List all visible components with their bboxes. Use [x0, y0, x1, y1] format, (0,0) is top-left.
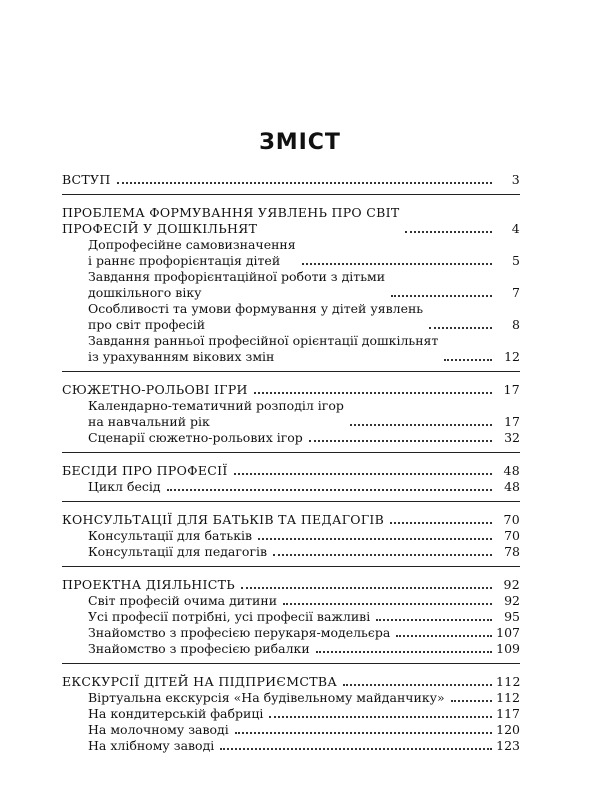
- item-title: Сценарії сюжетно-рольових ігор: [88, 430, 303, 445]
- leader-dots: [117, 182, 492, 184]
- page-number: 107: [496, 625, 520, 640]
- page-number: 109: [496, 641, 520, 656]
- item-title: Допрофесійне самовизначення і раннє профорієнтація дітей: [88, 237, 296, 268]
- page-number: 123: [496, 738, 520, 753]
- item-title: На хлібному заводі: [88, 738, 215, 753]
- toc-section-row[interactable]: [62, 674, 520, 690]
- item-title: На кондитерській фабриці: [88, 706, 264, 721]
- toc-item[interactable]: [62, 690, 520, 706]
- item-title: Консультації для батьків: [88, 528, 253, 543]
- item-title: Цикл бесід: [88, 479, 161, 494]
- page-number: 112: [496, 674, 521, 689]
- page-number: 7: [512, 285, 520, 300]
- leader-dots: [220, 748, 492, 750]
- page-number: 120: [496, 722, 520, 737]
- toc-section-row[interactable]: [62, 205, 520, 237]
- leader-dots: [302, 263, 492, 265]
- item-title: Усі професії потрібні, усі професії важливі: [88, 609, 371, 624]
- toc-section-row[interactable]: [62, 463, 520, 479]
- page-number: 17: [504, 414, 520, 429]
- item-title: Світ професій очима дитини: [88, 593, 278, 608]
- section-title: БЕСІДИ ПРО ПРОФЕСІЇ: [62, 463, 228, 478]
- section-title: СЮЖЕТНО-РОЛЬОВІ ІГРИ: [62, 382, 248, 397]
- page-number: 48: [503, 463, 520, 478]
- toc-item[interactable]: [62, 528, 520, 544]
- page-number: 112: [496, 690, 520, 705]
- item-title: Знайомство з професією перукаря-модельєра: [88, 625, 391, 640]
- toc-item[interactable]: [62, 593, 520, 609]
- toc-item[interactable]: [62, 430, 520, 446]
- page-number: 17: [503, 382, 520, 397]
- leader-dots: [451, 700, 492, 702]
- toc-section: [62, 577, 520, 664]
- item-title: Завдання ранньої професійної орієнтації дошкільнят із урахуванням вікових змін: [88, 333, 439, 364]
- page-number: 4: [511, 221, 520, 236]
- leader-dots: [390, 522, 492, 524]
- leader-dots: [269, 716, 492, 718]
- leader-dots: [258, 538, 492, 540]
- page-number: 8: [512, 317, 520, 332]
- toc-item[interactable]: [62, 738, 520, 754]
- toc-item[interactable]: [62, 706, 520, 722]
- toc-item[interactable]: [62, 722, 520, 738]
- table-of-contents: [62, 172, 520, 770]
- toc-item[interactable]: [62, 269, 520, 301]
- toc-item[interactable]: [62, 641, 520, 657]
- page-number: 48: [504, 479, 520, 494]
- leader-dots: [396, 635, 492, 637]
- toc-item[interactable]: [62, 625, 520, 641]
- section-title: ЕКСКУРСІЇ ДІТЕЙ НА ПІДПРИЄМСТВА: [62, 674, 338, 689]
- toc-item[interactable]: [62, 301, 520, 333]
- leader-dots: [234, 473, 492, 475]
- toc-section: [62, 463, 520, 502]
- item-title: Особливості та умови формування у дітей уявлень про світ професій: [88, 301, 424, 332]
- item-title: Віртуальна екскурсія «На будівельному майданчику»: [88, 690, 445, 705]
- toc-section: [62, 512, 520, 567]
- toc-section-row[interactable]: [62, 577, 520, 593]
- leader-dots: [444, 359, 492, 361]
- leader-dots: [273, 554, 492, 556]
- toc-item[interactable]: [62, 398, 520, 430]
- leader-dots: [283, 603, 492, 605]
- toc-section: [62, 382, 520, 453]
- leader-dots: [429, 327, 492, 329]
- section-title: ПРОБЛЕМА ФОРМУВАННЯ УЯВЛЕНЬ ПРО СВІТ ПРОФЕСІЙ У ДОШКІЛЬНЯТ: [62, 205, 400, 236]
- toc-section-row[interactable]: [62, 512, 520, 528]
- page-number: 32: [504, 430, 520, 445]
- leader-dots: [376, 619, 492, 621]
- item-title: Знайомство з професією рибалки: [88, 641, 310, 656]
- toc-item[interactable]: [62, 544, 520, 560]
- page-number: 70: [504, 528, 520, 543]
- page-number: 117: [496, 706, 520, 721]
- page-number: 12: [504, 349, 520, 364]
- page-title: ЗМІСТ: [259, 130, 341, 155]
- leader-dots: [254, 392, 492, 394]
- item-title: Календарно-тематичний розподіл ігор на навчальний рік: [88, 398, 344, 429]
- toc-section: [62, 172, 520, 195]
- leader-dots: [343, 684, 492, 686]
- item-title: Завдання профорієнтаційної роботи з дітьми дошкільного віку: [88, 269, 386, 300]
- section-title: ВСТУП: [62, 172, 111, 187]
- leader-dots: [309, 440, 492, 442]
- toc-section: [62, 205, 520, 372]
- item-title: Консультації для педагогів: [88, 544, 268, 559]
- leader-dots: [241, 587, 492, 589]
- page-number: 92: [504, 593, 520, 608]
- toc-item[interactable]: [62, 333, 520, 365]
- page-number: 3: [511, 172, 520, 187]
- toc-section-row[interactable]: [62, 172, 520, 188]
- toc-item[interactable]: [62, 609, 520, 625]
- page-number: 92: [503, 577, 520, 592]
- leader-dots: [235, 732, 492, 734]
- page-number: 95: [504, 609, 520, 624]
- section-title: ПРОЕКТНА ДІЯЛЬНІСТЬ: [62, 577, 235, 592]
- leader-dots: [350, 424, 492, 426]
- page-number: 5: [512, 253, 520, 268]
- toc-item[interactable]: [62, 479, 520, 495]
- page-number: 78: [504, 544, 520, 559]
- page-number: 70: [503, 512, 520, 527]
- leader-dots: [391, 295, 492, 297]
- leader-dots: [405, 231, 492, 233]
- toc-section-row[interactable]: [62, 382, 520, 398]
- section-title: КОНСУЛЬТАЦІЇ ДЛЯ БАТЬКІВ ТА ПЕДАГОГІВ: [62, 512, 385, 527]
- toc-item[interactable]: [62, 237, 520, 269]
- toc-section: [62, 674, 520, 760]
- leader-dots: [316, 651, 492, 653]
- leader-dots: [167, 489, 492, 491]
- item-title: На молочному заводі: [88, 722, 229, 737]
